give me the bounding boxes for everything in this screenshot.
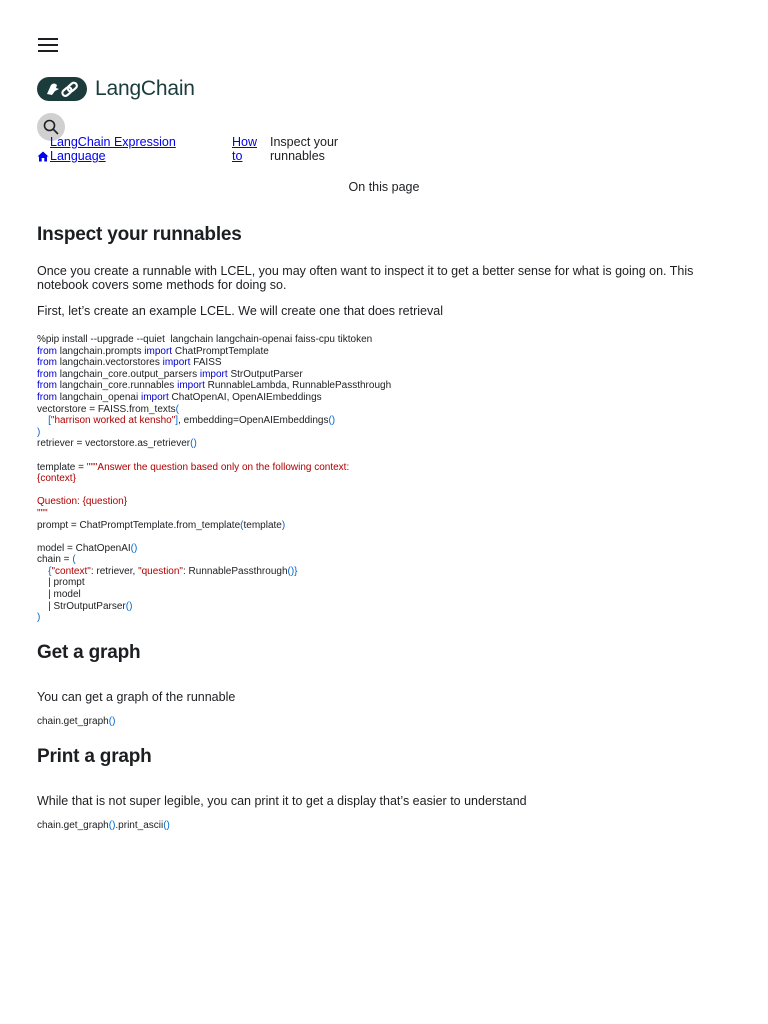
section-print-graph	[37, 744, 737, 832]
intro-paragraph-2: First, let’s create an example LCEL. We will create one that does retrieval	[37, 304, 443, 318]
page-title: Inspect your runnables	[37, 224, 242, 245]
langchain-logo-icon	[37, 77, 87, 101]
breadcrumb-howto	[232, 135, 264, 163]
breadcrumb-link-lcel[interactable]: LangChain Expression	[50, 135, 176, 149]
brand-name: LangChain	[95, 77, 195, 100]
search-icon	[43, 119, 59, 135]
breadcrumb-link-to[interactable]: to	[232, 149, 243, 163]
breadcrumb-link-howto[interactable]: How	[232, 135, 258, 149]
home-icon[interactable]	[37, 151, 49, 162]
code-block-get-graph[interactable]: chain.get_graph()	[37, 715, 116, 727]
breadcrumb-home	[37, 135, 217, 163]
menu-icon[interactable]	[38, 36, 60, 54]
section-text-print-graph: While that is not super legible, you can print it to get a display that’s easier to understand	[37, 794, 527, 809]
section-text-get-graph: You can get a graph of the runnable	[37, 689, 236, 704]
section-title-print-graph: Print a graph	[37, 746, 152, 768]
code-block-setup[interactable]: %pip install --upgrade --quiet langchain langchain-openai faiss-cpu tiktoken from langchain.prompts import ChatPromptTemplate from langchain.vectorstores import FAISS from langchain_core.output_parsers import StrOutputParser from langchain_core.runnables import RunnableLambda, RunnablePassthrough from langchain_openai import ChatOpenAI, OpenAIEmbeddings vectorstore = FAISS.from_texts( ["harrison worked at kensho"], embedding=OpenAIEmbeddings() ) retriever = vectorstore.as_retriever() template = """Answer the question based only on the following context: {context} Question: {question} """ prompt = ChatPromptTemplate.from_template(template) model = ChatOpenAI() chain = ( {"context": retriever, "question": RunnablePassthrough()} | prompt | model | StrOutputParser() )	[37, 334, 392, 624]
breadcrumb-current	[270, 135, 360, 163]
section-title-get-graph: Get a graph	[37, 641, 141, 663]
intro-paragraph: Once you create a runnable with LCEL, you may often want to inspect it to get a better sense for what is going on. This notebook covers some methods for doing so.	[37, 264, 694, 292]
breadcrumb-current-line2: runnables	[270, 149, 325, 163]
breadcrumb-current-line1: Inspect your	[270, 135, 339, 149]
section-get-graph	[37, 640, 737, 728]
brand-logo[interactable]	[37, 76, 195, 102]
article	[37, 222, 737, 832]
toc-toggle[interactable]: On this page	[348, 180, 420, 194]
breadcrumb-link-language[interactable]: Language	[50, 149, 106, 163]
code-block-print-graph[interactable]: chain.get_graph().print_ascii()	[37, 820, 170, 832]
